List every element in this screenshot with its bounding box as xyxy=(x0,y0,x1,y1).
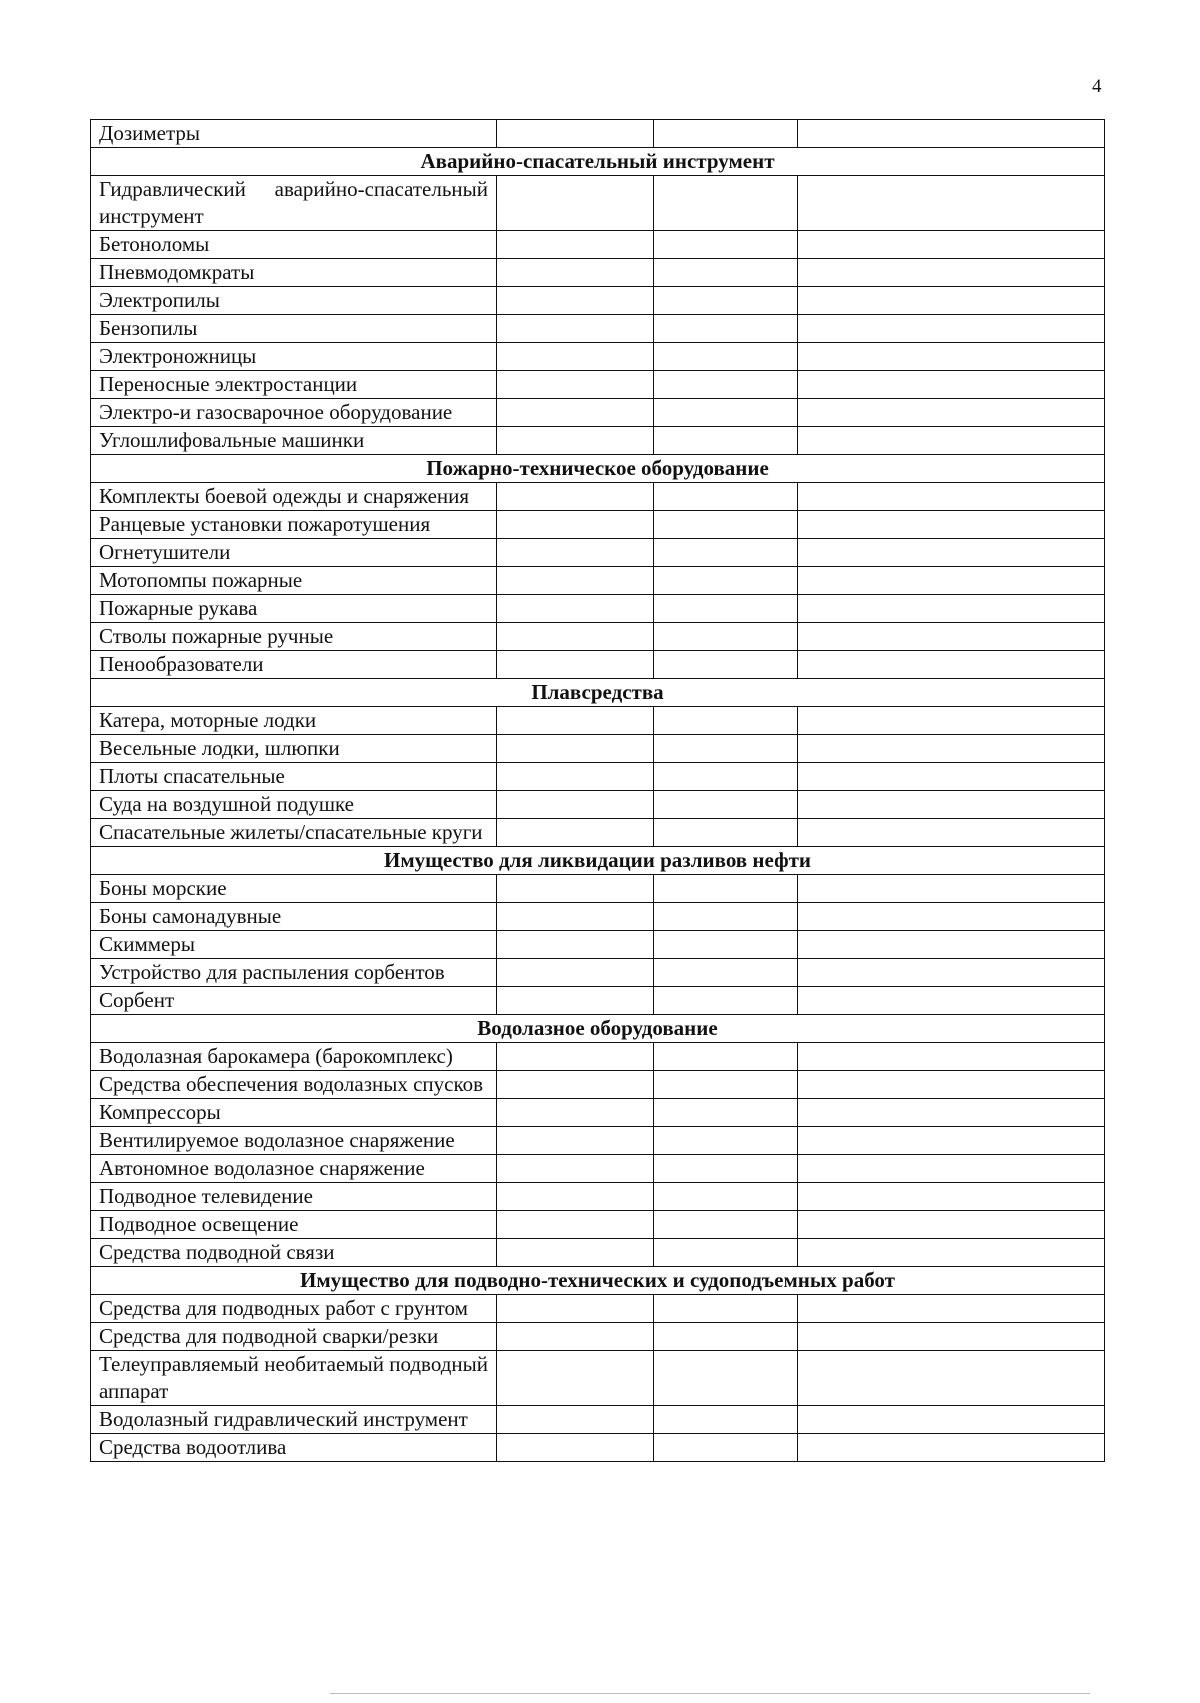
section-header-row xyxy=(91,679,1105,707)
empty-value-cell xyxy=(798,1406,1105,1434)
empty-value-cell xyxy=(798,1155,1105,1183)
item-name-cell: Средства подводной связи xyxy=(91,1239,497,1267)
empty-value-cell xyxy=(798,651,1105,679)
item-name-cell: Электроножницы xyxy=(91,343,497,371)
item-name-cell: Дозиметры xyxy=(91,120,497,148)
item-name-cell: Гидравлический аварийно-спасательный инструмент xyxy=(91,176,497,231)
empty-value-cell xyxy=(497,1211,654,1239)
table-row xyxy=(91,1183,1105,1211)
empty-value-cell xyxy=(654,1155,798,1183)
table-row xyxy=(91,343,1105,371)
item-name-cell: Средства обеспечения водолазных спусков xyxy=(91,1071,497,1099)
empty-value-cell xyxy=(654,651,798,679)
item-name-cell: Электро-и газосварочное оборудование xyxy=(91,399,497,427)
empty-value-cell xyxy=(798,483,1105,511)
table-row xyxy=(91,595,1105,623)
section-title: Плавсредства xyxy=(91,679,1105,707)
empty-value-cell xyxy=(798,1351,1105,1406)
empty-value-cell xyxy=(497,1351,654,1406)
item-name-cell: Телеуправляемый необитаемый подводный аппарат xyxy=(91,1351,497,1406)
empty-value-cell xyxy=(497,931,654,959)
table-row xyxy=(91,259,1105,287)
table-row xyxy=(91,1351,1105,1406)
table-row xyxy=(91,987,1105,1015)
item-name-cell: Электропилы xyxy=(91,287,497,315)
empty-value-cell xyxy=(497,427,654,455)
empty-value-cell xyxy=(654,875,798,903)
empty-value-cell xyxy=(798,959,1105,987)
empty-value-cell xyxy=(654,791,798,819)
section-header-row xyxy=(91,455,1105,483)
table-row xyxy=(91,399,1105,427)
table-row xyxy=(91,315,1105,343)
empty-value-cell xyxy=(497,959,654,987)
empty-value-cell xyxy=(798,595,1105,623)
section-title: Имущество для ликвидации разливов нефти xyxy=(91,847,1105,875)
item-name-cell: Пенообразователи xyxy=(91,651,497,679)
empty-value-cell xyxy=(654,231,798,259)
empty-value-cell xyxy=(798,567,1105,595)
empty-value-cell xyxy=(798,735,1105,763)
table-row xyxy=(91,483,1105,511)
table-row xyxy=(91,1043,1105,1071)
scan-artifact-line xyxy=(330,1693,1090,1694)
empty-value-cell xyxy=(798,819,1105,847)
empty-value-cell xyxy=(497,1434,654,1462)
table-row xyxy=(91,1239,1105,1267)
empty-value-cell xyxy=(497,819,654,847)
empty-value-cell xyxy=(798,259,1105,287)
empty-value-cell xyxy=(654,1099,798,1127)
table-row xyxy=(91,1406,1105,1434)
empty-value-cell xyxy=(654,1323,798,1351)
table-row xyxy=(91,231,1105,259)
empty-value-cell xyxy=(798,371,1105,399)
empty-value-cell xyxy=(497,259,654,287)
item-name-cell: Средства водоотлива xyxy=(91,1434,497,1462)
empty-value-cell xyxy=(497,875,654,903)
empty-value-cell xyxy=(654,343,798,371)
table-row xyxy=(91,427,1105,455)
empty-value-cell xyxy=(798,1071,1105,1099)
empty-value-cell xyxy=(654,903,798,931)
table-row xyxy=(91,1071,1105,1099)
item-name-cell: Вентилируемое водолазное снаряжение xyxy=(91,1127,497,1155)
empty-value-cell xyxy=(654,259,798,287)
table-row xyxy=(91,819,1105,847)
section-header-row xyxy=(91,1015,1105,1043)
empty-value-cell xyxy=(798,231,1105,259)
item-name-cell: Подводное освещение xyxy=(91,1211,497,1239)
table-row xyxy=(91,623,1105,651)
empty-value-cell xyxy=(654,987,798,1015)
empty-value-cell xyxy=(654,595,798,623)
empty-value-cell xyxy=(798,1099,1105,1127)
empty-value-cell xyxy=(497,120,654,148)
empty-value-cell xyxy=(497,1183,654,1211)
table-row xyxy=(91,1295,1105,1323)
empty-value-cell xyxy=(798,539,1105,567)
item-name-cell: Боны морские xyxy=(91,875,497,903)
empty-value-cell xyxy=(654,1127,798,1155)
empty-value-cell xyxy=(497,1099,654,1127)
item-name-cell: Компрессоры xyxy=(91,1099,497,1127)
empty-value-cell xyxy=(497,595,654,623)
empty-value-cell xyxy=(497,1127,654,1155)
empty-value-cell xyxy=(497,1071,654,1099)
empty-value-cell xyxy=(497,371,654,399)
empty-value-cell xyxy=(798,399,1105,427)
item-name-cell: Комплекты боевой одежды и снаряжения xyxy=(91,483,497,511)
empty-value-cell xyxy=(798,1434,1105,1462)
empty-value-cell xyxy=(798,1127,1105,1155)
empty-value-cell xyxy=(798,315,1105,343)
empty-value-cell xyxy=(798,1211,1105,1239)
table-row xyxy=(91,539,1105,567)
item-name-cell: Огнетушители xyxy=(91,539,497,567)
empty-value-cell xyxy=(654,287,798,315)
empty-value-cell xyxy=(798,427,1105,455)
empty-value-cell xyxy=(654,1183,798,1211)
item-name-cell: Стволы пожарные ручные xyxy=(91,623,497,651)
empty-value-cell xyxy=(654,931,798,959)
empty-value-cell xyxy=(798,791,1105,819)
empty-value-cell xyxy=(654,707,798,735)
equipment-table xyxy=(90,119,1105,1462)
empty-value-cell xyxy=(654,1406,798,1434)
empty-value-cell xyxy=(654,1351,798,1406)
item-name-cell: Мотопомпы пожарные xyxy=(91,567,497,595)
empty-value-cell xyxy=(654,120,798,148)
section-title: Имущество для подводно-технических и судоподъемных работ xyxy=(91,1267,1105,1295)
empty-value-cell xyxy=(654,1239,798,1267)
empty-value-cell xyxy=(497,231,654,259)
item-name-cell: Скиммеры xyxy=(91,931,497,959)
table-row xyxy=(91,791,1105,819)
item-name-cell: Бензопилы xyxy=(91,315,497,343)
section-header-row xyxy=(91,847,1105,875)
empty-value-cell xyxy=(497,735,654,763)
empty-value-cell xyxy=(497,1043,654,1071)
item-name-cell: Водолазная барокамера (барокомплекс) xyxy=(91,1043,497,1071)
item-name-cell: Бетоноломы xyxy=(91,231,497,259)
table-row xyxy=(91,567,1105,595)
item-name-cell: Средства для подводной сварки/резки xyxy=(91,1323,497,1351)
table-row xyxy=(91,931,1105,959)
table-row xyxy=(91,1127,1105,1155)
page-number: 4 xyxy=(1092,76,1102,97)
table-row xyxy=(91,176,1105,231)
empty-value-cell xyxy=(798,511,1105,539)
table-row xyxy=(91,120,1105,148)
empty-value-cell xyxy=(497,483,654,511)
empty-value-cell xyxy=(497,707,654,735)
empty-value-cell xyxy=(654,371,798,399)
table-row xyxy=(91,875,1105,903)
empty-value-cell xyxy=(497,1155,654,1183)
table-row xyxy=(91,763,1105,791)
empty-value-cell xyxy=(654,735,798,763)
empty-value-cell xyxy=(798,1239,1105,1267)
empty-value-cell xyxy=(497,623,654,651)
empty-value-cell xyxy=(497,176,654,231)
section-header-row xyxy=(91,148,1105,176)
equipment-table-body xyxy=(91,120,1105,1462)
empty-value-cell xyxy=(497,287,654,315)
item-name-cell: Спасательные жилеты/спасательные круги xyxy=(91,819,497,847)
item-name-cell: Боны самонадувные xyxy=(91,903,497,931)
empty-value-cell xyxy=(798,176,1105,231)
table-row xyxy=(91,651,1105,679)
empty-value-cell xyxy=(497,343,654,371)
table-row xyxy=(91,1155,1105,1183)
empty-value-cell xyxy=(654,315,798,343)
empty-value-cell xyxy=(497,903,654,931)
empty-value-cell xyxy=(654,511,798,539)
empty-value-cell xyxy=(654,1434,798,1462)
item-name-cell: Плоты спасательные xyxy=(91,763,497,791)
item-name-cell: Средства для подводных работ с грунтом xyxy=(91,1295,497,1323)
item-name-cell: Автономное водолазное снаряжение xyxy=(91,1155,497,1183)
item-name-cell: Катера, моторные лодки xyxy=(91,707,497,735)
item-name-cell: Весельные лодки, шлюпки xyxy=(91,735,497,763)
empty-value-cell xyxy=(497,1406,654,1434)
empty-value-cell xyxy=(497,539,654,567)
item-name-cell: Пневмодомкраты xyxy=(91,259,497,287)
section-header-row xyxy=(91,1267,1105,1295)
empty-value-cell xyxy=(798,623,1105,651)
empty-value-cell xyxy=(798,120,1105,148)
empty-value-cell xyxy=(497,1323,654,1351)
empty-value-cell xyxy=(497,791,654,819)
empty-value-cell xyxy=(497,399,654,427)
empty-value-cell xyxy=(798,763,1105,791)
empty-value-cell xyxy=(497,1239,654,1267)
table-row xyxy=(91,735,1105,763)
empty-value-cell xyxy=(497,987,654,1015)
table-row xyxy=(91,959,1105,987)
table-row xyxy=(91,1211,1105,1239)
table-row xyxy=(91,1434,1105,1462)
item-name-cell: Устройство для распыления сорбентов xyxy=(91,959,497,987)
section-title: Водолазное оборудование xyxy=(91,1015,1105,1043)
table-row xyxy=(91,1099,1105,1127)
empty-value-cell xyxy=(654,1295,798,1323)
section-title: Пожарно-техническое оборудование xyxy=(91,455,1105,483)
item-name-cell: Подводное телевидение xyxy=(91,1183,497,1211)
empty-value-cell xyxy=(654,763,798,791)
section-title: Аварийно-спасательный инструмент xyxy=(91,148,1105,176)
empty-value-cell xyxy=(798,707,1105,735)
empty-value-cell xyxy=(798,875,1105,903)
table-row xyxy=(91,511,1105,539)
empty-value-cell xyxy=(654,539,798,567)
item-name-cell: Водолазный гидравлический инструмент xyxy=(91,1406,497,1434)
empty-value-cell xyxy=(654,176,798,231)
empty-value-cell xyxy=(798,987,1105,1015)
empty-value-cell xyxy=(497,1295,654,1323)
item-name-cell: Сорбент xyxy=(91,987,497,1015)
table-row xyxy=(91,707,1105,735)
empty-value-cell xyxy=(654,399,798,427)
table-row xyxy=(91,1323,1105,1351)
empty-value-cell xyxy=(497,763,654,791)
empty-value-cell xyxy=(798,287,1105,315)
empty-value-cell xyxy=(654,623,798,651)
item-name-cell: Переносные электростанции xyxy=(91,371,497,399)
empty-value-cell xyxy=(654,427,798,455)
empty-value-cell xyxy=(654,1043,798,1071)
empty-value-cell xyxy=(654,819,798,847)
empty-value-cell xyxy=(798,343,1105,371)
empty-value-cell xyxy=(798,1183,1105,1211)
empty-value-cell xyxy=(497,511,654,539)
item-name-cell: Суда на воздушной подушке xyxy=(91,791,497,819)
empty-value-cell xyxy=(497,651,654,679)
empty-value-cell xyxy=(654,567,798,595)
empty-value-cell xyxy=(798,931,1105,959)
empty-value-cell xyxy=(654,959,798,987)
empty-value-cell xyxy=(654,1071,798,1099)
item-name-cell: Ранцевые установки пожаротушения xyxy=(91,511,497,539)
empty-value-cell xyxy=(798,1295,1105,1323)
table-row xyxy=(91,287,1105,315)
empty-value-cell xyxy=(798,1043,1105,1071)
item-name-cell: Углошлифовальные машинки xyxy=(91,427,497,455)
empty-value-cell xyxy=(798,903,1105,931)
item-name-cell: Пожарные рукава xyxy=(91,595,497,623)
table-row xyxy=(91,371,1105,399)
empty-value-cell xyxy=(497,567,654,595)
empty-value-cell xyxy=(497,315,654,343)
table-row xyxy=(91,903,1105,931)
empty-value-cell xyxy=(798,1323,1105,1351)
empty-value-cell xyxy=(654,483,798,511)
empty-value-cell xyxy=(654,1211,798,1239)
